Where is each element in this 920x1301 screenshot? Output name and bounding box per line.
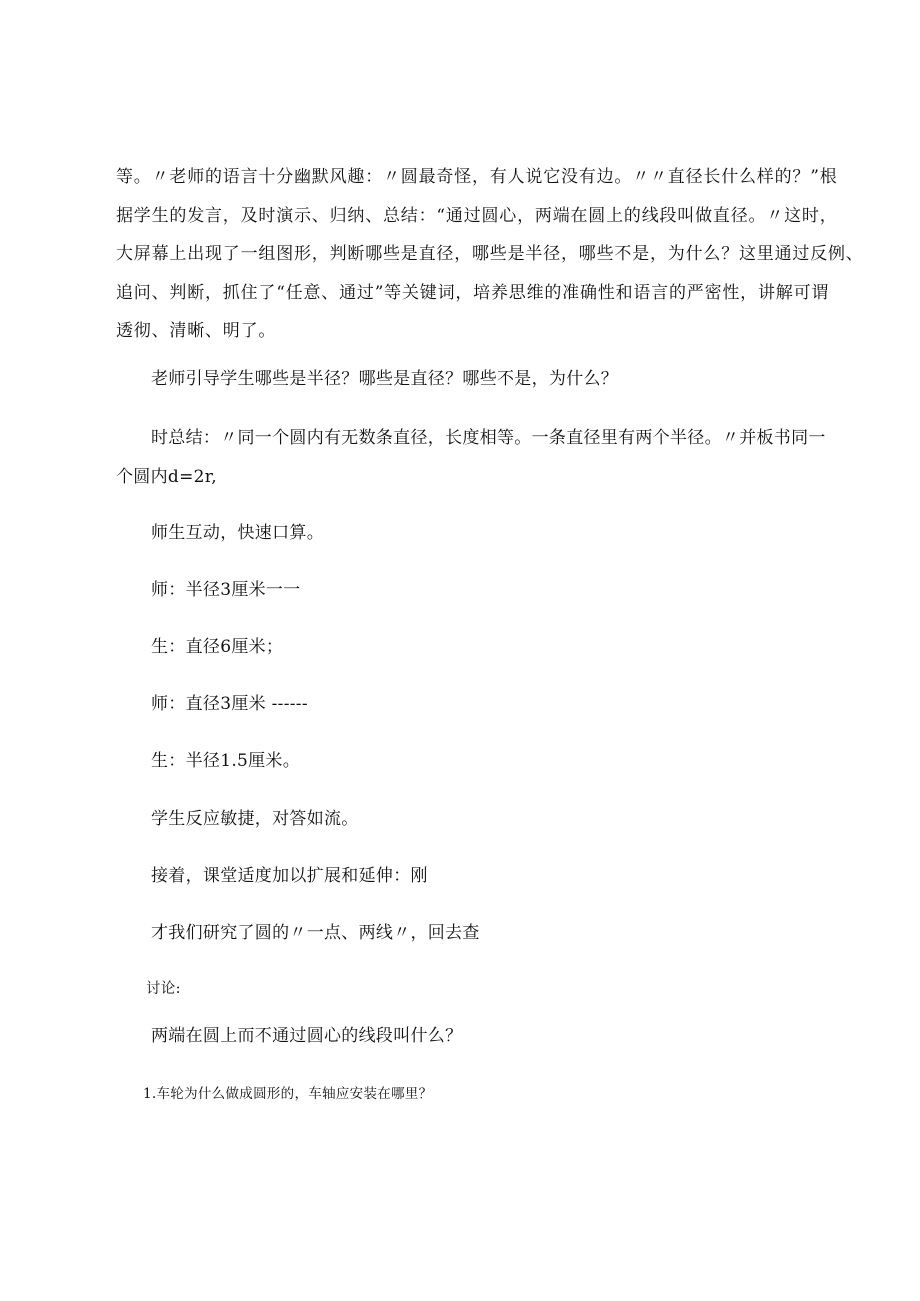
extend-line-2: 才我们研究了圆的〃一点、两线〃，回去查 bbox=[151, 923, 480, 943]
guide-paragraph: 老师引导学生哪些是半径？哪些是直径？哪些不是，为什么？ bbox=[151, 369, 619, 389]
reaction-paragraph: 学生反应敏捷，对答如流。 bbox=[151, 809, 359, 829]
intro-line-2: 据学生的发言，及时演示、归纳、总结：“通过圆心，两端在圆上的线段叫做直径。〃这时， bbox=[116, 205, 838, 226]
teacher-line-2: 师：直径3厘米 ------ bbox=[151, 694, 308, 714]
student-line-1: 生：直径6厘米； bbox=[151, 637, 284, 657]
intro-line-4: 追问、判断，抓住了“任意、通过”等关键词，培养思维的准确性和语言的严密性，讲解可谓 bbox=[116, 282, 830, 303]
summary-line-1: 时总结：〃同一个圆内有无数条直径，长度相等。一条直径里有两个半径。〃并板书同一 bbox=[151, 428, 826, 448]
intro-line-5: 透彻、清晰、明了。 bbox=[116, 321, 277, 342]
question-chord: 两端在圆上而不通过圆心的线段叫什么？ bbox=[151, 1026, 463, 1046]
extend-line-1: 接着，课堂适度加以扩展和延伸：刚 bbox=[151, 866, 428, 886]
intro-line-1: 等。〃老师的语言十分幽默风趣：〃圆最奇怪，有人说它没有边。〃〃直径长什么样的？”根 bbox=[116, 167, 838, 187]
intro-paragraph bbox=[116, 158, 864, 351]
discussion-label: 讨论: bbox=[146, 981, 181, 997]
summary-line-2: 个圆内d=2r, bbox=[116, 467, 218, 487]
student-line-2: 生：半径1.5厘米。 bbox=[151, 751, 301, 771]
question-wheel: 1.车轮为什么做成圆形的，车轴应安装在哪里？ bbox=[143, 1086, 433, 1102]
teacher-line-1: 师：半径3厘米一一 bbox=[151, 580, 301, 600]
intro-line-3: 大屏幕上出现了一组图形，判断哪些是直径，哪些是半径，哪些不是，为什么？这里通过反例、 bbox=[116, 244, 864, 265]
interaction-paragraph: 师生互动，快速口算。 bbox=[151, 523, 324, 543]
